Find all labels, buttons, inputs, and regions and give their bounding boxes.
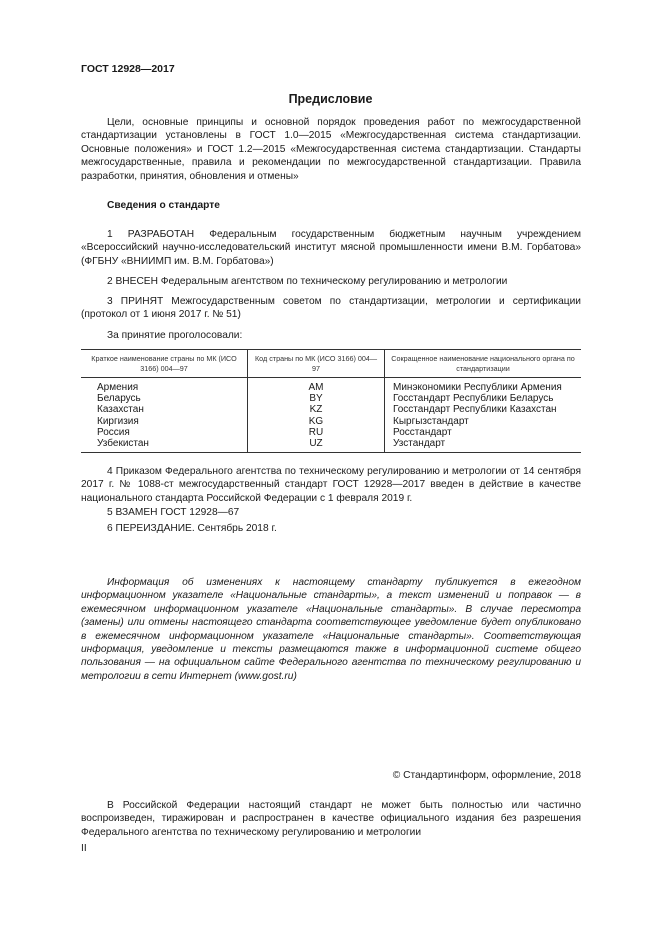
item-adopted: 3 ПРИНЯТ Межгосударственным советом по стандартизации, метрологии и сертификации (протокол от 1 июня 2017 г. № 51) (81, 296, 581, 321)
country-code: UZ (248, 438, 385, 453)
table-row (81, 427, 581, 438)
country-code: KG (248, 416, 385, 427)
country-name: Киргизия (97, 415, 139, 427)
country-name: Беларусь (97, 393, 141, 405)
table-header-body: Сокращенное наименование национального органа по стандартизации (385, 350, 582, 378)
reproduction-notice: В Российской Федерации настоящий стандарт не может быть полностью или частично воспроизведен, тиражирован и распространен в качестве официального издания без разрешения Федерального агентства по техническому регулированию и метрологии (81, 800, 581, 838)
standards-body: Кыргызстандарт (385, 416, 582, 427)
page-number: II (81, 843, 87, 854)
copyright-line: © Стандартинформ, оформление, 2018 (392, 770, 581, 781)
country-code: KZ (248, 404, 385, 415)
country-code: RU (248, 427, 385, 438)
item-reissue: 6 ПЕРЕИЗДАНИЕ. Сентябрь 2018 г. (107, 523, 277, 534)
table-row (81, 393, 581, 404)
voted-label: За принятие проголосовали: (107, 330, 243, 341)
country-code: AM (248, 378, 385, 394)
document-id-header: ГОСТ 12928—2017 (81, 63, 175, 75)
item-developed: 1 РАЗРАБОТАН Федеральным государственным бюджетным научным учреждением «Всероссийский научно-исследовательский институт мясной промышленности имени В.М. Горбатова» (ФГБНУ «ВНИИМП им. В.М. Горбатова») (81, 229, 581, 267)
amendments-notice: Информация об изменениях к настоящему стандарту публикуется в ежегодном информационном указателе «Национальные стандарты», а текст изменений и поправок — в ежемесячном информационном указателе «Национальные стандарты». В случае пересмотра (замены) или отмены настоящего стандарта соответствующее уведомление будет опубликовано в ежемесячном информационном указателе «Национальные стандарты». Соответствующая информация, уведомление и тексты размещаются также в информационной системе общего пользования — на официальном сайте Федерального агентства по техническому регулированию и метрологии в сети Интернет (www.gost.ru) (81, 577, 581, 682)
standards-body: Росстандарт (385, 427, 582, 438)
standards-body: Госстандарт Республики Казахстан (385, 404, 582, 415)
table-row (81, 404, 581, 415)
country-name: Россия (97, 426, 130, 438)
country-code: BY (248, 393, 385, 404)
item-introduced: 2 ВНЕСЕН Федеральным агентством по техническому регулированию и метрологии (107, 276, 508, 287)
item-replaces: 5 ВЗАМЕН ГОСТ 12928—67 (107, 507, 240, 518)
voting-countries-table (81, 349, 581, 453)
table-header-country: Краткое наименование страны по МК (ИСО 3166) 004—97 (81, 350, 248, 378)
page-title: Предисловие (288, 92, 373, 106)
country-name: Узбекистан (81, 438, 248, 453)
table-row (81, 438, 581, 453)
section-heading: Сведения о стандарте (107, 200, 220, 211)
table-header-code: Код страны по МК (ИСО 3166) 004—97 (248, 350, 385, 378)
standards-body: Госстандарт Республики Беларусь (385, 393, 582, 404)
country-name: Казахстан (97, 404, 144, 416)
standards-body: Узстандарт (385, 438, 582, 453)
item-order: 4 Приказом Федерального агентства по техническому регулированию и метрологии от 14 сентября 2017 г. № 1088-ст межгосударственный стандарт ГОСТ 12928—2017 введен в действие в качестве национального стандарта Российской Федерации с 1 февраля 2019 г. (81, 466, 581, 504)
standards-body: Минэкономики Республики Армения (385, 378, 582, 394)
table-header-row (81, 350, 581, 378)
table-row (81, 416, 581, 427)
intro-paragraph: Цели, основные принципы и основной порядок проведения работ по межгосударственной стандартизации установлены в ГОСТ 1.0—2015 «Межгосударственная система стандартизации. Основные положения» и ГОСТ 1.2—2015 «Межгосударственная система стандартизации. Стандарты межгосударственные, правила и рекомендации по межгосударственной стандартизации. Правила разработки, принятия, обновления и отмены» (81, 117, 581, 182)
country-name: Армения (97, 382, 139, 393)
table-row (81, 378, 581, 394)
